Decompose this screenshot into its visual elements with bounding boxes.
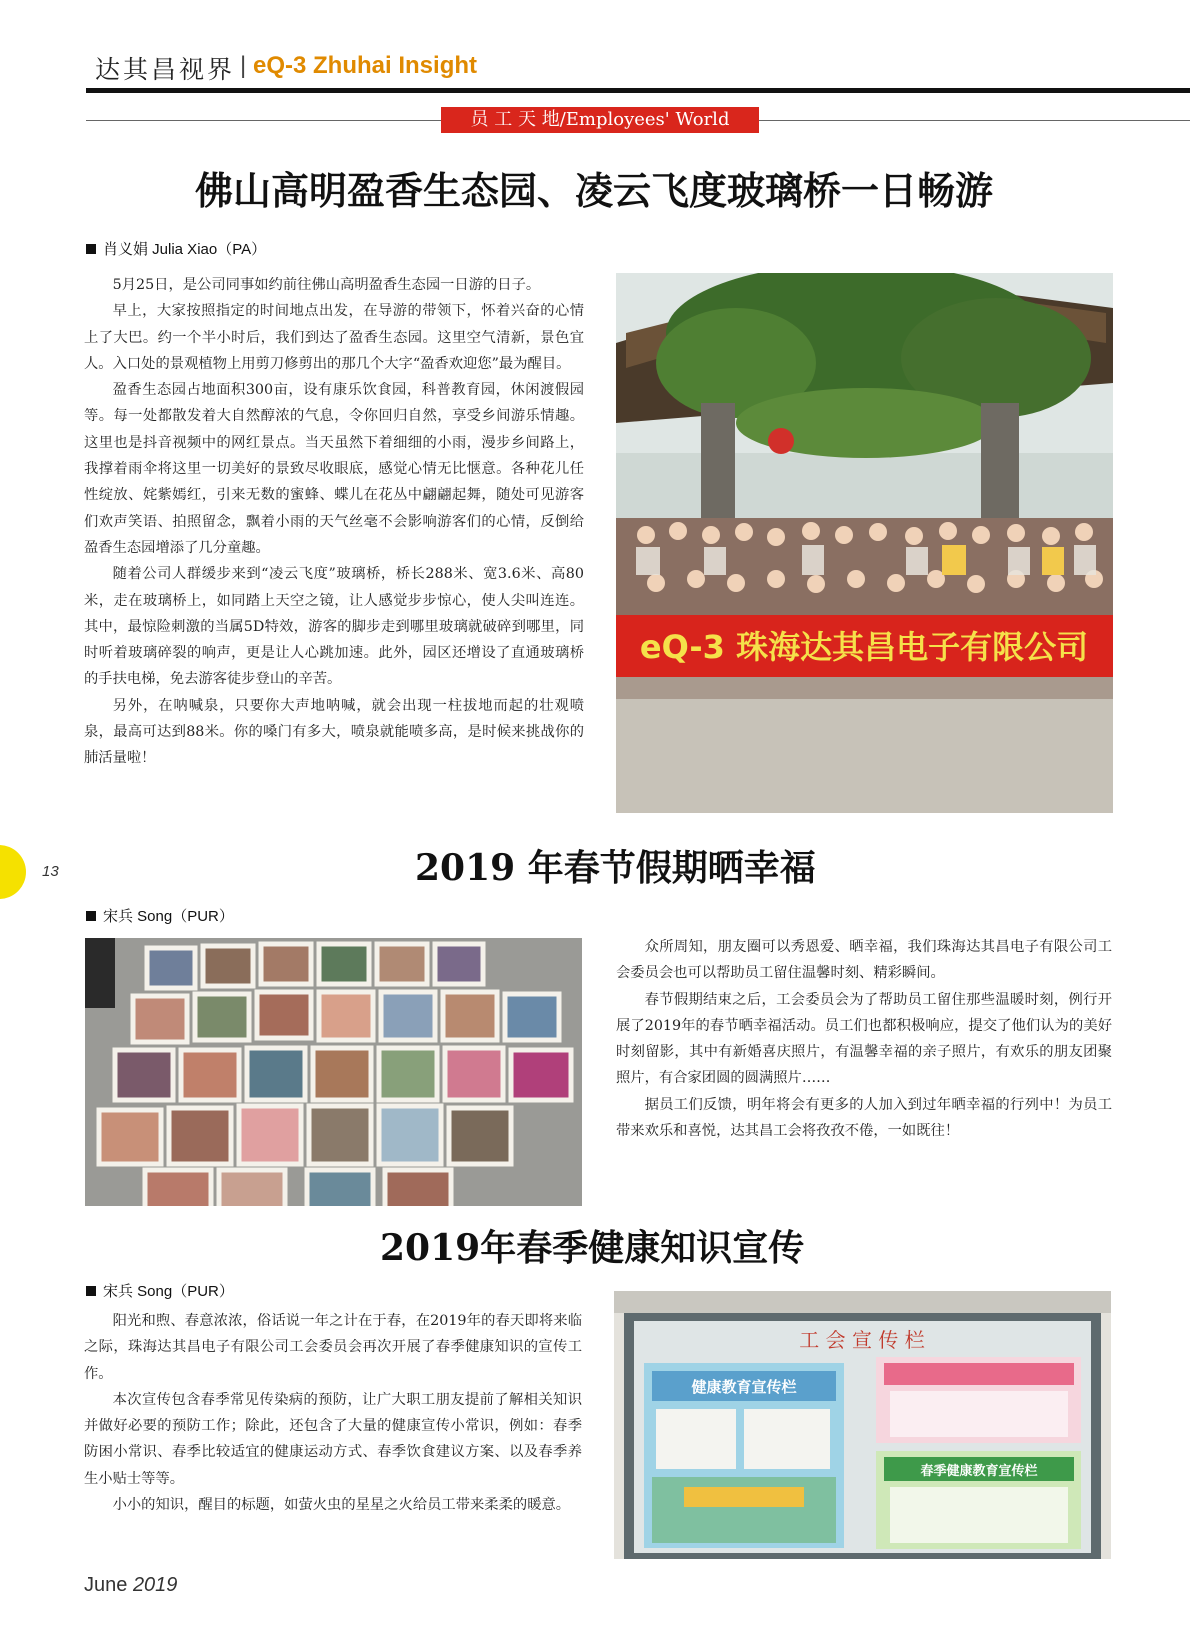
paragraph: 另外，在呐喊泉，只要你大声地呐喊，就会出现一柱拔地而起的壮观喷泉，最高可达到88米。你的嗓门有多大，喷泉就能喷多高，是时候来挑战你的肺活量啦！ <box>84 697 584 767</box>
poster-left-title: 健康教育宣传栏 <box>691 1378 797 1396</box>
header-rule <box>86 88 1190 93</box>
header-separator: | <box>240 52 247 79</box>
article3-body <box>84 1308 582 1518</box>
article1-author <box>86 238 266 259</box>
article3-title: 2019年春季健康知识宣传 <box>380 1227 805 1269</box>
magazine-title-cn: 达其昌视界 <box>95 55 236 84</box>
banner-text: eQ-3 珠海达其昌电子有限公司 <box>639 628 1089 666</box>
paragraph: 盈香生态园占地面积300亩，设有康乐饮食园，科普教育园，休闲渡假园等。每一处都散发着大自然醇浓的气息，令你回归自然，享受乡间游乐情趣。这里也是抖音视频中的网红景点。当天虽然下着细细的小雨，漫步乡间路上，我撑着雨伞将这里一切美好的景致尽收眼底，感觉心情无比惬意。各种花儿任性绽放、姹紫嫣红，引来无数的蜜蜂、蝶儿在花丛中翩翩起舞，随处可见游客们欢声笑语、拍照留念，飘着小雨的天气丝毫不会影响游客们的心情，反倒给盈香生态园增添了几分童趣。 <box>84 382 584 556</box>
group-photo <box>616 273 1113 813</box>
bullet-square-icon <box>86 244 96 254</box>
paragraph: 随着公司人群缓步来到“凌云飞度”玻璃桥，桥长288米、宽3.6米、高80米，走在玻璃桥上，如同踏上天空之镜，让人感觉步步惊心，使人尖叫连连。其中，最惊险刺激的当属5D特效，游客的脚步走到哪里玻璃就破碎到哪里，同时听着玻璃碎裂的响声，更是让人心跳加速。此外，园区还增设了直通玻璃桥的手扶电梯，免去游客徒步登山的辛苦。 <box>84 566 584 688</box>
bulletin-board-photo <box>614 1291 1111 1559</box>
article2-title: 2019 年春节假期晒幸福 <box>415 847 816 889</box>
section-tag: 员 工 天 地/Employees' World <box>441 107 759 133</box>
page-marker <box>0 845 26 899</box>
paragraph: 小小的知识，醒目的标题，如萤火虫的星星之火给员工带来柔柔的暖意。 <box>112 1497 571 1514</box>
article1-body <box>84 272 584 772</box>
article2-author <box>86 905 234 926</box>
paragraph: 本次宣传包含春季常见传染病的预防，让广大职工朋友提前了解相关知识并做好必要的预防工作；除此，还包含了大量的健康宣传小常识，例如：春季防困小常识、春季比较适宜的健康运动方式、春季饮食建议方案、以及春季养生小贴士等等。 <box>84 1391 582 1487</box>
author-name: 肖义娟 Julia Xiao（PA） <box>103 241 267 258</box>
bullet-square-icon <box>86 1286 96 1296</box>
article2-body <box>616 934 1112 1144</box>
article3-author <box>86 1280 234 1301</box>
bullet-square-icon <box>86 911 96 921</box>
magazine-title-en: eQ-3 Zhuhai Insight <box>253 52 478 79</box>
paragraph: 5月25日，是公司同事如约前往佛山高明盈香生态园一日游的日子。 <box>112 277 541 293</box>
paragraph: 阳光和煦、春意浓浓，俗话说一年之计在于春，在2019年的春天即将来临之际，珠海达其昌电子有限公司工会委员会再次开展了春季健康知识的宣传工作。 <box>84 1313 582 1382</box>
paragraph: 早上，大家按照指定的时间地点出发，在导游的带领下，怀着兴奋的心情上了大巴。约一个半小时后，我们到达了盈香生态园。这里空气清新，景色宜人。入口处的景观植物上用剪刀修剪出的那几个大字“盈香欢迎您”最为醒目。 <box>84 303 584 372</box>
article1-title: 佛山高明盈香生态园、凌云飞度玻璃桥一日畅游 <box>195 168 994 213</box>
author-name: 宋兵 Song（PUR） <box>103 908 234 925</box>
author-name: 宋兵 Song（PUR） <box>103 1283 234 1300</box>
family-photos-photo <box>85 938 582 1206</box>
footer-month: June <box>84 1574 128 1596</box>
paragraph: 春节假期结束之后，工会委员会为了帮助员工留住那些温暖时刻，例行开展了2019年的春节晒幸福活动。员工们也都积极响应，提交了他们认为的美好时刻留影，其中有新婚喜庆照片，有温馨幸福的亲子照片，有欢乐的朋友团聚照片，有合家团圆的圆满照片…… <box>616 991 1112 1087</box>
footer-year: 2019 <box>132 1574 178 1596</box>
issue-date <box>84 1574 177 1597</box>
paragraph: 据员工们反馈，明年将会有更多的人加入到过年晒幸福的行列中！为员工带来欢乐和喜悦，达其昌工会将孜孜不倦，一如既往！ <box>616 1096 1112 1140</box>
poster-right-title: 春季健康教育宣传栏 <box>920 1464 1038 1479</box>
paragraph: 众所周知，朋友圈可以秀恩爱、晒幸福，我们珠海达其昌电子有限公司工会委员会也可以帮助员工留住温馨时刻、精彩瞬间。 <box>616 939 1112 982</box>
page-number: 13 <box>42 863 59 880</box>
board-title: 工 会 宣 传 栏 <box>799 1328 925 1352</box>
